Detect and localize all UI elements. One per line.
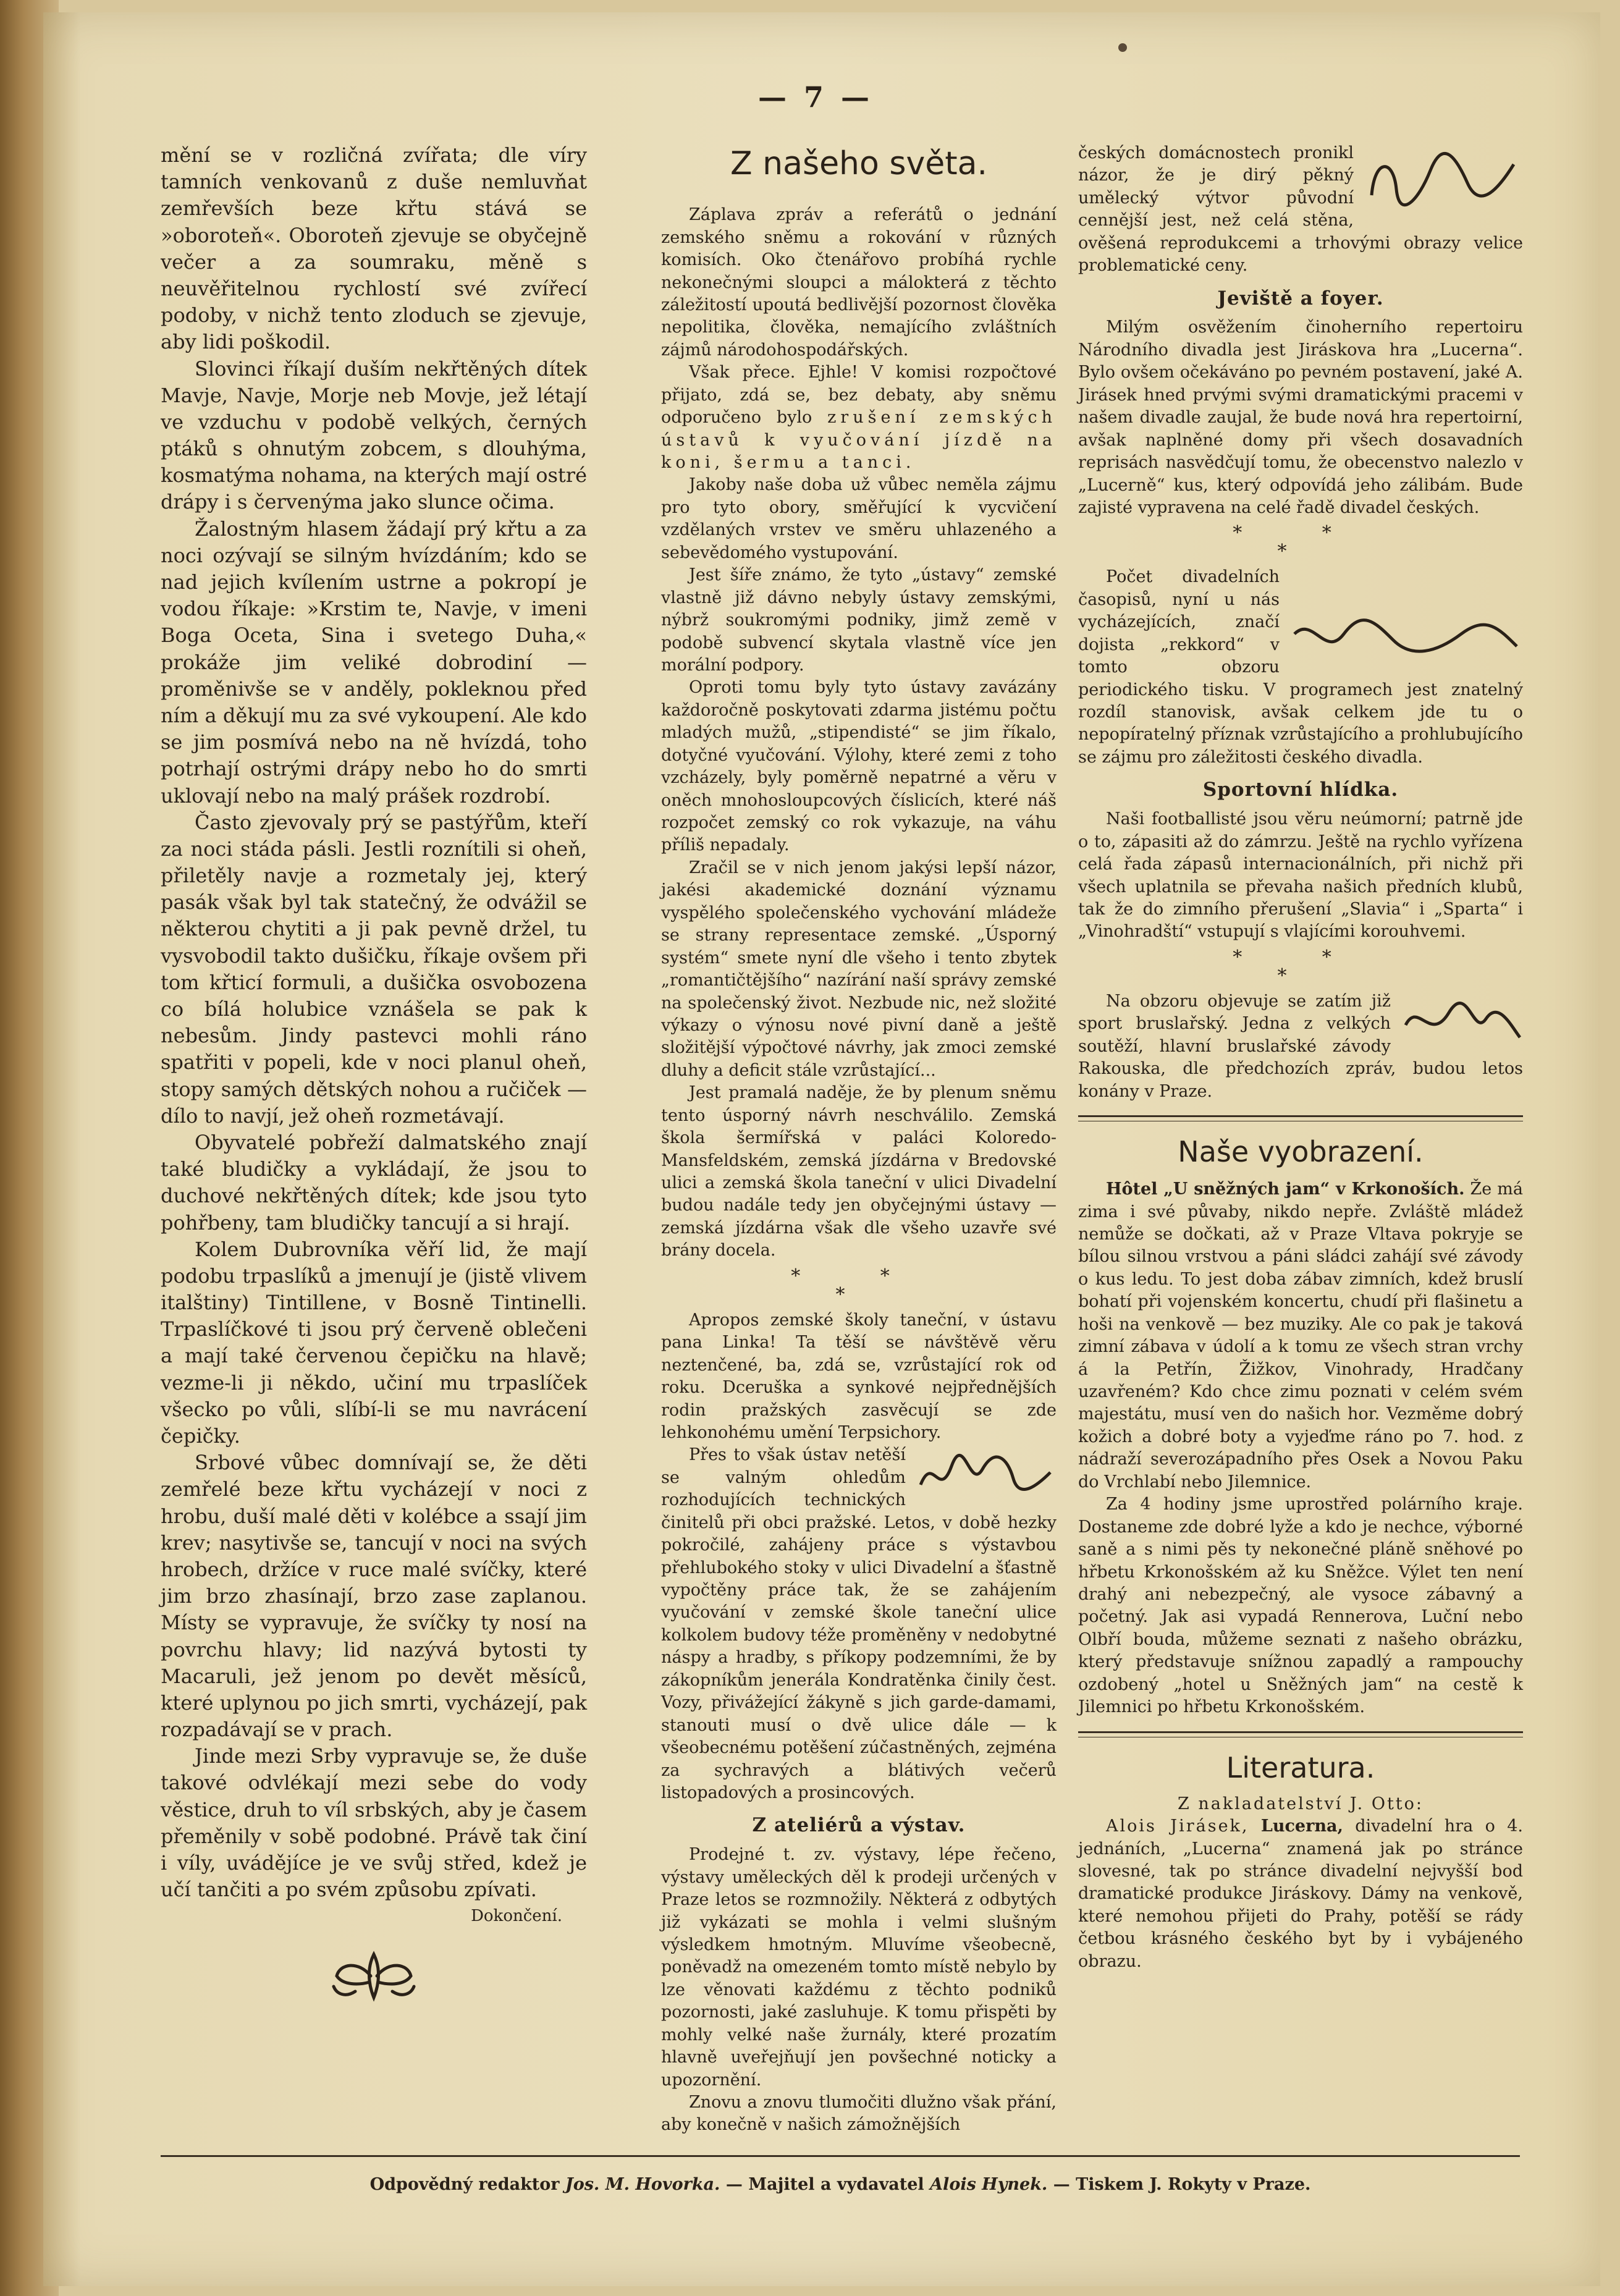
paragraph: Jinde mezi Srby vypravuje se, že duše takové odvlékají mezi sebe do vody věstice, druh to víl srbských, aby je časem přeměnily v sobě podobné. Právě tak činí i víly, uvádějíce je ve svůj střed, kdež je učí tančiti a po svém způsobu zpívati. xyxy=(161,1744,587,1902)
signature-mark-icon xyxy=(1288,609,1523,665)
paragraph: Záplava zpráv a referátů o jednání zemského sněmu a rokování v různých komisích. Oko čtenářovo probíhá rychle nekonečnými sloupci a málokterá z těchto záležitostí upoutá bedlivější pozornost člověka nepolitika, člověka, nemajícího zvláštních zájmů národohospodářských. xyxy=(661,205,1057,360)
floral-ornament-icon xyxy=(327,1948,420,2004)
section-heading: Sportovní hlídka. xyxy=(1202,779,1399,801)
section-divider-stars: * * * xyxy=(791,1265,927,1306)
paragraph: Jest pramalá naděje, že by plenum sněmu tento úsporný návrh neschválilo. Zemská škola šermířská v paláci Koloredo-Mansfeldském, zemská jízdárna v Bredovské ulici a zemská škola taneční v ulici Divadelní budou nadále tedy jen obyčejnými ústavy — zemská jízdárna však dle všeho uzavře své brány docela. xyxy=(661,1083,1057,1260)
page-number: — 7 — xyxy=(757,80,874,114)
section-divider-stars: * * * xyxy=(1233,946,1369,987)
footer-text: — Majitel a vydavatel xyxy=(725,2175,924,2194)
article-title: Hôtel „U sněžných jam“ v Krkonoších. xyxy=(1106,1180,1465,1199)
section-rule xyxy=(1078,1115,1523,1121)
section-divider-stars: * * * xyxy=(1233,522,1369,563)
paragraph: Naši footballisté jsou věru neúmorní; patrně jde o to, zápasiti až do zámrzu. Ještě na rychlo vyřízena celá řada zápasů internacionálních, při nichž při všech uplatnila se převaha našich předních klubů, tak že do zimního přerušení „Slavia“ i „Sparta“ i „Vinohradští“ vstupují s vlajícími korouhvemi. xyxy=(1078,809,1523,942)
paragraph-text: Na obzoru objevuje se zatím již sport bruslařský. Jedna z velkých soutěží, hlavní bruslařské závody Rakouska, dle předchozích zpráv, budou letos konány v Praze. xyxy=(1078,991,1523,1101)
author-name: Alois Jirásek, xyxy=(1106,1817,1249,1836)
paragraph: Slovinci říkají duším nekřtěných dítek Mavje, Navje, Morje neb Movje, jež létají ve vzduchu v podobě velkých, černých ptáků s ohnutým zobcem, s dlouhýma, kosmatýma nohama, na kterých mají ostré drápy i s červenýma jako slunce očima. xyxy=(161,357,588,514)
section-heading: Naše vyobrazení. xyxy=(1178,1135,1424,1168)
paragraph-text: Však přece. Ejhle! V komisi rozpočtové přijato, zdá se, bez debaty, aby sněmu odporučeno bylo xyxy=(661,363,1057,428)
paragraph xyxy=(1078,1178,1523,1493)
footer-rule xyxy=(161,2155,1520,2157)
paragraph-text: českých domácnostech pronikl názor, že je dirý pěkný umělecký výtvor původní cennější jest, než celá stěna, ověšená reprodukcemi a trhovými obrazy velice problematické ceny. xyxy=(1078,143,1523,276)
paragraph: Srbové vůbec domnívají se, že děti zemřelé beze křtu vycházejí v noci z hrobu, duší malé děti v kolébce a ssají jim krev; nasytivše se, tancují v noci na svých hrobech, držíce v ruce malé svíčky, které jim brzo zhasínají, brzo zase zaplanou. Místy se vypravuje, že svíčky ty nosí na povrchu hlavy; lid nazývá bytosti ty Macaruli, jež jenom po devět měsíců, které uplynou po jich smrti, vycházejí, pak rozpadávají se v prach. xyxy=(161,1451,587,1742)
paragraph xyxy=(661,1444,1057,1804)
paragraph: Znovu a znovu tlumočiti dlužno však přání, aby konečně v našich zámožnějších xyxy=(661,2093,1057,2135)
column-right xyxy=(1078,142,1523,1973)
paragraph-text: Přes to však ústav netěší se valným ohledům rozhodujících technických činitelů při obci pražské. Letos, v době hezky pokročilé, zahájeny práce s výstavbou přehlubokého stoky v ulici Divadelní a šťastně vypočtěny práce tak, že se zahájením vyučování v zemské škole taneční ulice kolkolem budovy téže proměněny v nedobytné náspy a hradby, s příkopy podzemními, že by zákopníkům jenerála Kondratěnka činily čest. Vozy, přivážející žákyně s jich garde-damami, stanouti musí o dvě ulice dále — k všeobecnému potěšení zúčastněných, zejména za sychravých a blátivých večerů listopadových a prosincových. xyxy=(661,1445,1057,1802)
paragraph: Milým osvěžením činoherního repertoiru Národního divadla jest Jiráskova hra „Lucerna“. Bylo ovšem očekáváno po pevném postavení, jaké A. Jirásek hned prvými svými dramatickými pracemi v našem divadle zaujal, že bude nová hra repertoirní, avšak naplněné domy při všech dosavadních reprisách nasvědčují tomu, že obecenstvo nalezlo v „Lucerně“ kus, který odpovídá jeho zálibám. Bude zajisté vypravena na celé řadě divadel českých. xyxy=(1078,318,1523,517)
paragraph: Jest šíře známo, že tyto „ústavy“ zemské vlastně již dávno nebyly ústavy zemskými, nýbrž soukromými podniky, jimž země v podobě subvencí skytala vlastně více jen morální podpory. xyxy=(661,565,1057,675)
paragraph xyxy=(1078,990,1523,1103)
section-heading: Jeviště a foyer. xyxy=(1217,287,1384,310)
footer-imprint xyxy=(161,2175,1520,2194)
paragraph: Za 4 hodiny jsme uprostřed polárního kraje. Dostaneme zde dobré lyže a kdo je nechce, výborné saně a s nimi pěs ty nekonečné pláně sněhové po hřbetu Krkonošském až ku Sněžce. Výlet ten není drahý ani nebezpečný, ale vysoce zábavný a početný. Jak asi vypadá Rennerova, Luční nebo Olbří bouda, můžeme seznati z našeho obrázku, který představuje snížnou zapadlý a rampouchy ozdobený „hotel u Sněžných jam“ na cestě k Jilemnici po hřbetu Krkonošském. xyxy=(1078,1495,1523,1717)
paragraph xyxy=(1078,566,1523,769)
paragraph: Oproti tomu byly tyto ústavy zavázány každoročně poskytovati zdarma jistému počtu mladých mužů, „stipendisté“ se jim říkalo, dotyčné vyučování. Výlohy, které zemi z toho vzcházely, byly poměrně nepatrné a věru v oněch mnohosloupcových číslicích, které náš rozpočet zemský co rok vykazuje, na váhu příliš nepadaly. xyxy=(661,678,1057,855)
paragraph: Kolem Dubrovníka věří lid, že mají podobu trpaslíků a jmenují je (jistě vlivem italštiny) Tintillene, v Bosně Tintinelli. Trpaslíčkové ti jsou prý červeně oblečeni a mají také červenou čepičku na hlavě; vezme-li ji někdo, učiní mu trpaslíček všecko po vůli, slíbí-li se mu navrácení čepičky. xyxy=(161,1237,587,1448)
footer-text: Odpovědný redaktor xyxy=(369,2175,560,2194)
publisher-line: Z nakladatelství J. Otto: xyxy=(1177,1794,1424,1813)
book-title: Lucerna, xyxy=(1260,1817,1343,1836)
column-left xyxy=(161,142,587,2004)
section-heading: Z našeho světa. xyxy=(730,145,987,182)
paragraph xyxy=(1078,1815,1523,1973)
section-heading: Z ateliérů a výstav. xyxy=(752,1814,966,1837)
continuation-note: Dokončení. xyxy=(471,1907,562,1926)
publisher-name: Alois Hynek. xyxy=(930,2175,1048,2194)
ink-dot xyxy=(1118,43,1127,52)
paragraph-text: Počet divadelních časopisů, nyní u nás vycházejících, značí dojista „rekkord“ v tomto obzoru periodického tisku. V programech jest znatelný rozdíl stanovisk, avšak celkem jde tu o nepopíratelný příznak vzrůstajícího a prohlubujícího se zájmu pro záležitosti českého divadla. xyxy=(1078,567,1523,767)
section-rule xyxy=(1078,1731,1523,1737)
paragraph: Apropos zemské školy taneční, v ústavu pana Linka! Ta těší se návštěvě věru neztenčené, ba, zdá se, vzrůstající rok od roku. Dceruška a synkové nejpřednějších rodin pražských zasvěcují se zde lehkonohému umění Terpsichory. xyxy=(661,1310,1057,1442)
paragraph: Zračil se v nich jenom jakýsi lepší názor, jakési akademické doznání významu vyspělého společenského vychování mládeže se strany representace zemské. „Úsporný systém“ smete nyní dle všeho i tento zbytek „romantičtějšího“ nazírání naší správy zemské na společenský život. Nezbude nic, než složité výkazy o výnosu nové pivní daně a ještě složitější výpočtové návrhy, jak zmoci zemské dluhy a deficit stále vzrůstající... xyxy=(661,858,1057,1080)
column-middle xyxy=(661,142,1057,2137)
emphasis-text: zrušení zemských ústavů k vyučování jízdě na koni, šermu a tanci. xyxy=(661,408,1057,472)
footer-text: — Tiskem J. Rokyty v Praze. xyxy=(1053,2175,1311,2194)
paragraph-text: Že má zima i své půvaby, nikdo nepře. Zvláště mládež nemůže se dočkati, až v Praze Vltava pokryje se bílou silnou vrstvou a páni sládci zahájí své závody o kus ledu. To jest doba zábav zimních, kdež bruslí bohatí při vojenském koncertu, chudí při flašinetu a hoši na venkově — bez muziky. Ale co pak je taková zimní zábava v údolí a k tomu ze všech stran vrchy á la Petřín, Žižkov, Vinohrady, Hradčany uzavřeném? Kdo chce zimu poznati v celém svém majestátu, musí ven do našich hor. Vezměme dobrý kožich a dobré boty a vyjeďme ráno po 7. hod. z nádraží severozápadního přes Osek a Novou Paku do Vrchlabí nebo Jilemnice. xyxy=(1078,1180,1523,1492)
signature-mark-icon xyxy=(1362,146,1523,214)
editor-name: Jos. M. Hovorka. xyxy=(565,2175,720,2194)
paragraph: mění se v rozličná zvířata; dle víry tamních venkovanů z duše nemluvňat zemřevších beze křtu stává se »oboroteň«. Oboroteň zjevuje se obyčejně večer a za soumraku, měně s neuvěřitelnou rychlostí své zvířecí podoby, v nichž tento zloduch se zjevuje, aby lidi poškodil. xyxy=(161,143,587,354)
paragraph-text: divadelní hra o 4. jednáních, „Lucerna“ znamená jak po stránce slovesné, tak po stránce divadelní nejvyšší bod dramatické produkce Jiráskovy. Dámy na venkově, které nemohou přijeti do Prahy, potěší se rády četbou krásného českého byt by i vybájeného obrazu. xyxy=(1078,1817,1523,1971)
paragraph: Prodejné t. zv. výstavy, lépe řečeno, výstavy uměleckých děl k prodeji určených v Praze letos se rozmnožily. Některá z odbytých již vykázati se mohla i velmi slušným výsledkem hmotným. Mluvíme všeobecně, poněvadž na omezeném tomto místě nebylo by lze věnovati každému z těchto podniků pozornosti, jaké zasluhuje. K tomu přispěti by mohly velké naše žurnály, které prozatím hlavně uveřejňují jen povšechné noticky a upozornění. xyxy=(661,1845,1057,2090)
section-heading: Literatura. xyxy=(1226,1750,1375,1784)
signature-mark-icon xyxy=(1399,994,1523,1050)
paragraph xyxy=(661,361,1057,474)
paragraph: Obyvatelé pobřeží dalmatského znají také bludičky a vykládají, že jsou to duchové nekřtěných dítek; kde jsou tyto pohřbeny, tam bludičky tancují a si hrají. xyxy=(161,1130,587,1235)
paragraph: Žalostným hlasem žádají prý křtu a za noci ozývají se silným hvízdáním; kdo se nad jejich kvílením ustrne a pokropí je vodou říkaje: »Krstim te, Navje, v imeni Boga Oceta, Sina i svetego Duha,« prokáže jim veliké dobrodiní — proměnivše se v anděly, pokleknou před ním a děkují mu za své vykoupení. Ale kdo se jim posmívá nebo na ně hvízdá, toho potrhají ostrými drápy nebo ho do smrti uklovají nebo na malý prášek rozdrobí. xyxy=(161,517,587,808)
signature-mark-icon xyxy=(914,1448,1057,1503)
paragraph: Jakoby naše doba už vůbec neměla zájmu pro tyto obory, směřující k vycvičení vzdělaných vrstev ve směru uhlazeného a sebevědomého vystupování. xyxy=(661,475,1057,562)
paragraph xyxy=(1078,142,1523,277)
paragraph: Často zjevovaly prý se pastýřům, kteří za noci stáda pásli. Jestli roznítili si oheň, přiletěly navje a rozmetaly jej, který pasák však byl tak statečný, že odvážil se některou chytiti a ji pak pevně držel, tu vysvobodil takto dušičku, říkaje ovšem při tom křticí formuli, a dušička osvobozena co bílá holubice vznášela se pak k nebesům. Jindy pastevci mohli ráno spatřiti v popeli, kde v noci planul oheň, stopy samých dětských nohou a ručiček — dílo to navjí, jež oheň rozmetávají. xyxy=(161,810,587,1128)
